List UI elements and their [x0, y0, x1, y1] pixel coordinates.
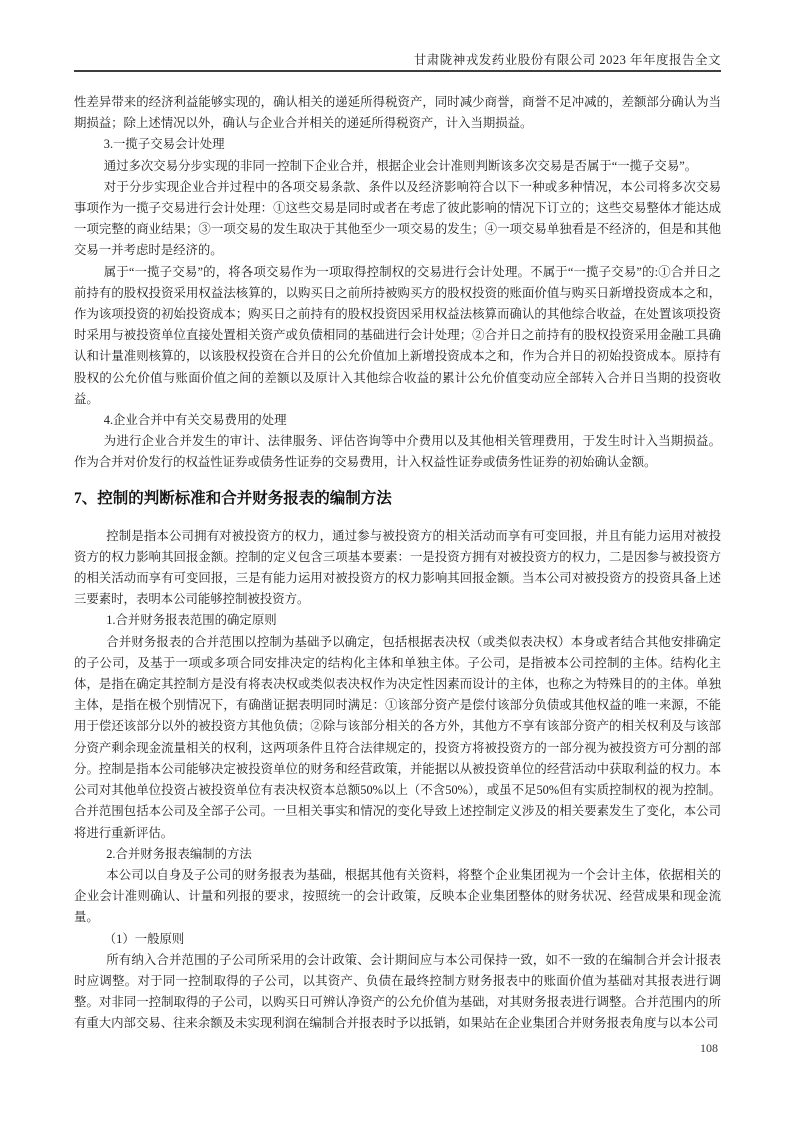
paragraph: 通过多次交易分步实现的非同一控制下企业合并，根据企业会计准则判断该多次交易是否属于“一揽子交易”。 [103, 158, 698, 173]
paragraph: 为进行企业合并发生的审计、法律服务、评估咨询等中介费用以及其他相关管理费用，于发生时计入当期损益。作为合并对价发行的权益性证券或债务性证券的交易费用，计入权益性证券或债务性证券的初始确认金额。 [74, 434, 721, 470]
page-number: 108 [700, 1041, 718, 1055]
page-header [74, 52, 721, 72]
list-item-2: 2.合并财务报表编制的方法 [106, 846, 252, 861]
list-item-3: 3.一揽子交易会计处理 [103, 137, 225, 152]
header-divider [74, 70, 721, 72]
list-item-general-principles: （1）一般原则 [103, 931, 185, 946]
paragraph: 本公司以自身及子公司的财务报表为基础，根据其他有关资料，将整个企业集团视为一个会计主体，依据相关的企业会计准则确认、计量和列报的要求，按照统一的会计政策，反映本企业集团整体的财务状况、经营成果和现金流量。 [74, 867, 721, 925]
paragraph: 属于“一揽子交易”的，将各项交易作为一项取得控制权的交易进行会计处理。不属于“一揽子交易”的:①合并日之前持有的股权投资采用权益法核算的，以购买日之前所持被购买方的股权投资的账面价值与购买日新增投资成本之和，作为该项投资的初始投资成本；购买日之前持有的股权投资因采用权益法核算而确认的其他综合收益，在处置该项投资时采用与被投资单位直接处置相关资产或负债相同的基础进行会计处理；②合并日之前持有的股权投资采用金融工具确认和计量准则核算的，以该股权投资在合并日的公允价值加上新增投资成本之和，作为合并日的初始投资成本。原持有股权的公允价值与账面价值之间的差额以及原计入其他综合收益的累计公允价值变动应全部转入合并日当期的投资收益。 [74, 264, 721, 406]
paragraph: 合并财务报表的合并范围以控制为基础予以确定，包括根据表决权（或类似表决权）本身或者结合其他安排确定的子公司，及基于一项或多项合同安排决定的结构化主体和单独主体。子公司，是指被本公司控制的主体。结构化主体，是指在确定其控制方是没有将表决权或类似表决权作为决定性因素而设计的主体，也称之为特殊目的的主体。单独主体，是指在极个别情况下，有确凿证据表明同时满足：①该部分资产是偿付该部分负债或其他权益的唯一来源，不能用于偿还该部分以外的被投资方其他负债；②除与该部分相关的各方外，其他方不享有该部分资产的相关权利及与该部分资产剩余现金流量相关的权利，这两项条件且符合法律规定的，投资方将被投资方的一部分视为被投资方可分割的部分。控制是指本公司能够决定被投资单位的财务和经营政策，并能据以从被投资单位的经营活动中获取利益的权力。本公司对其他单位投资占被投资单位有表决权资本总额50%以上（不含50%），或虽不足50%但有实质控制权的视为控制。合并范围包括本公司及全部子公司。一旦相关事实和情况的变化导致上述控制定义涉及的相关要素发生了变化，本公司将进行重新评估。 [74, 634, 721, 840]
list-item-1: 1.合并财务报表范围的确定原则 [106, 613, 277, 628]
section-heading-7: 7、控制的判断标准和合并财务报表的编制方法 [74, 489, 392, 507]
paragraph: 所有纳入合并范围的子公司所采用的会计政策、会计期间应与本公司保持一致，如不一致的在编制合并会计报表时应调整。对于同一控制取得的子公司，以其资产、负债在最终控制方财务报表中的账面价值为基础对其报表进行调整。对非同一控制取得的子公司，以购买日可辨认净资产的公允价值为基础，对其财务报表进行调整。合并范围内的所有重大内部交易、往来余额及未实现利润在编制合并报表时予以抵销，如果站在企业集团合并财务报表角度与以本公司 [74, 952, 721, 1031]
paragraph: 性差异带来的经济利益能够实现的，确认相关的递延所得税资产，同时减少商誉，商誉不足冲减的，差额部分确认为当期损益；除上述情况以外，确认与企业合并相关的递延所得税资产，计入当期损益。 [74, 95, 721, 131]
paragraph: 对于分步实现企业合并过程中的各项交易条款、条件以及经济影响符合以下一种或多种情况，本公司将多次交易事项作为一揽子交易进行会计处理：①这些交易是同时或者在考虑了彼此影响的情况下订立的；这些交易整体才能达成一项完整的商业结果；③一项交易的发生取决于其他至少一项交易的发生；④一项交易单独看是不经济的，但是和其他交易一并考虑时是经济的。 [74, 179, 721, 258]
paragraph: 控制是指本公司拥有对被投资方的权力，通过参与被投资方的相关活动而享有可变回报，并且有能力运用对被投资方的权力影响其回报金额。控制的定义包含三项基本要素：一是投资方拥有对被投资方的权力，二是因参与被投资方的相关活动而享有可变回报，三是有能力运用对被投资方的权力影响其回报金额。当本公司对被投资方的投资具备上述三要素时，表明本公司能够控制被投资方。 [74, 528, 721, 607]
document-body [74, 92, 721, 1035]
report-header-title: 甘肃陇神戎发药业股份有限公司 2023 年年度报告全文 [413, 53, 721, 67]
list-item-4: 4.企业合并中有关交易费用的处理 [103, 413, 287, 428]
